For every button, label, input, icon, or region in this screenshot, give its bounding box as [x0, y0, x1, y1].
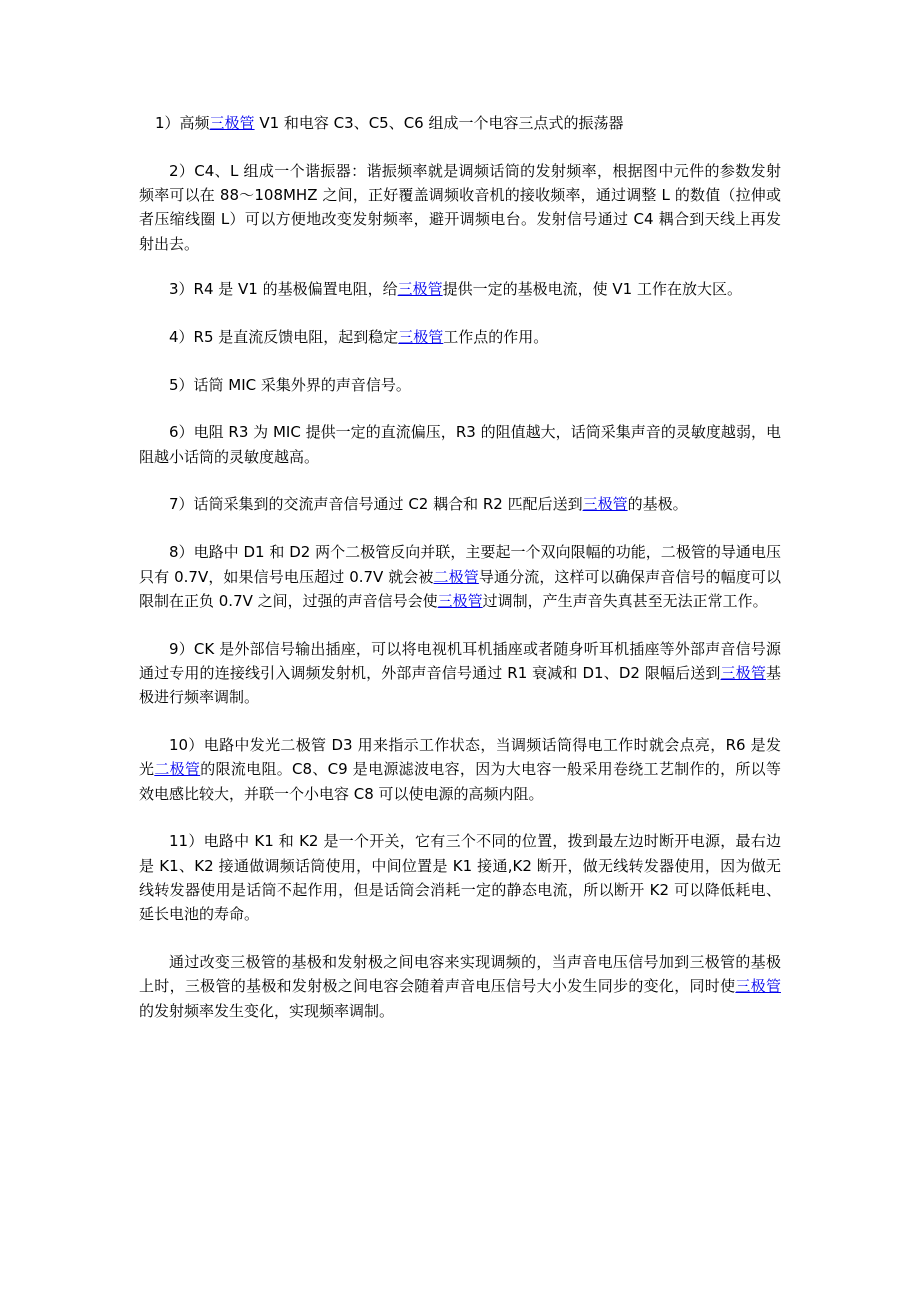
- paragraph-2: [139, 159, 781, 256]
- paragraph-text: 的限流电阻。C8、C9 是电源滤波电容，因为大电容一般采用卷绕工艺制作的，所以等效电感比较大，并联一个小电容 C8 可以使电源的高频内阻。: [139, 760, 781, 803]
- paragraph-11: [139, 829, 781, 926]
- paragraph-text: 导通分流，这样可以确保声音信号的幅度可以限制在正负 0.7V 之间，过强的声音信号会使: [139, 567, 781, 610]
- transistor-link[interactable]: 三极管: [437, 591, 483, 610]
- paragraph-text: 2）C4、L 组成一个谐振器：谐振频率就是调频话筒的发射频率，根据图中元件的参数发射频率可以在 88～108MHZ 之间，正好覆盖调频收音机的接收频率，通过调整 L 的数值（拉伸或者压缩线圈 L）可以方便地改变发射频率，避开调频电台。发射信号通过 C4 耦合到天线上再发射出去。: [139, 161, 781, 253]
- paragraph-text: 的发射频率发生变化，实现频率调制。: [139, 1001, 395, 1020]
- paragraph-text: 1）高频: [155, 114, 210, 132]
- paragraph-1: [139, 111, 781, 135]
- paragraph-4: [139, 325, 781, 349]
- paragraph-6: [139, 420, 781, 469]
- paragraph-summary: [139, 950, 781, 1023]
- paragraph-3: [139, 277, 781, 301]
- transistor-link[interactable]: 三极管: [582, 495, 628, 514]
- paragraph-text: V1 和电容 C3、C5、C6 组成一个电容三点式的振荡器: [254, 114, 624, 132]
- paragraph-text: 通过改变三极管的基极和发射极之间电容来实现调频的，当声音电压信号加到三极管的基极上时，三极管的基极和发射极之间电容会随着声音电压信号大小发生同步的变化，同时使: [139, 953, 781, 996]
- paragraph-text: 过调制，产生声音失真甚至无法正常工作。: [482, 591, 768, 610]
- transistor-link[interactable]: 三极管: [398, 327, 444, 346]
- paragraph-text: 工作点的作用。: [443, 327, 549, 346]
- document-body: [139, 111, 781, 1047]
- paragraph-text: 4）R5 是直流反馈电阻，起到稳定: [169, 327, 399, 346]
- transistor-link[interactable]: 三极管: [720, 663, 766, 682]
- transistor-link[interactable]: 三极管: [397, 279, 443, 298]
- paragraph-text: 7）话筒采集到的交流声音信号通过 C2 耦合和 R2 匹配后送到: [169, 495, 583, 514]
- paragraph-10: [139, 733, 781, 806]
- paragraph-text: 6）电阻 R3 为 MIC 提供一定的直流偏压，R3 的阻值越大，话筒采集声音的灵敏度越弱，电阻越小话筒的灵敏度越高。: [139, 423, 781, 466]
- paragraph-8: [139, 540, 781, 613]
- transistor-link[interactable]: 三极管: [735, 977, 781, 996]
- paragraph-text: 11）电路中 K1 和 K2 是一个开关，它有三个不同的位置，拨到最左边时断开电源，最右边是 K1、K2 接通做调频话筒使用，中间位置是 K1 接通,K2 断开，做无线转发器使用，因为做无线转发器使用是话筒不起作用，但是话筒会消耗一定的静态电流，所以断开 K2 可以降低耗电、延长电池的寿命。: [139, 832, 781, 924]
- paragraph-text: 提供一定的基极电流，使 V1 工作在放大区。: [442, 279, 742, 298]
- paragraph-7: [139, 492, 781, 516]
- paragraph-text: 10）电路中发光二极管 D3 用来指示工作状态，当调频话筒得电工作时就会点亮，R6 是发光: [139, 736, 781, 779]
- paragraph-5: [139, 373, 781, 397]
- paragraph-text: 3）R4 是 V1 的基极偏置电阻，给: [169, 279, 398, 298]
- transistor-link[interactable]: 三极管: [209, 114, 255, 132]
- paragraph-text: 的基极。: [627, 495, 688, 514]
- diode-link[interactable]: 二极管: [433, 567, 479, 586]
- paragraph-text: 9）CK 是外部信号输出插座，可以将电视机耳机插座或者随身听耳机插座等外部声音信号源通过专用的连接线引入调频发射机，外部声音信号通过 R1 衰减和 D1、D2 限幅后送到: [139, 639, 781, 682]
- paragraph-text: 5）话筒 MIC 采集外界的声音信号。: [169, 375, 411, 394]
- paragraph-text: 8）电路中 D1 和 D2 两个二极管反向并联，主要起一个双向限幅的功能，二极管的导通电压只有 0.7V，如果信号电压超过 0.7V 就会被: [139, 543, 781, 586]
- diode-link[interactable]: 二极管: [154, 760, 201, 779]
- paragraph-9: [139, 637, 781, 710]
- paragraph-text: 基极进行频率调制。: [139, 663, 781, 707]
